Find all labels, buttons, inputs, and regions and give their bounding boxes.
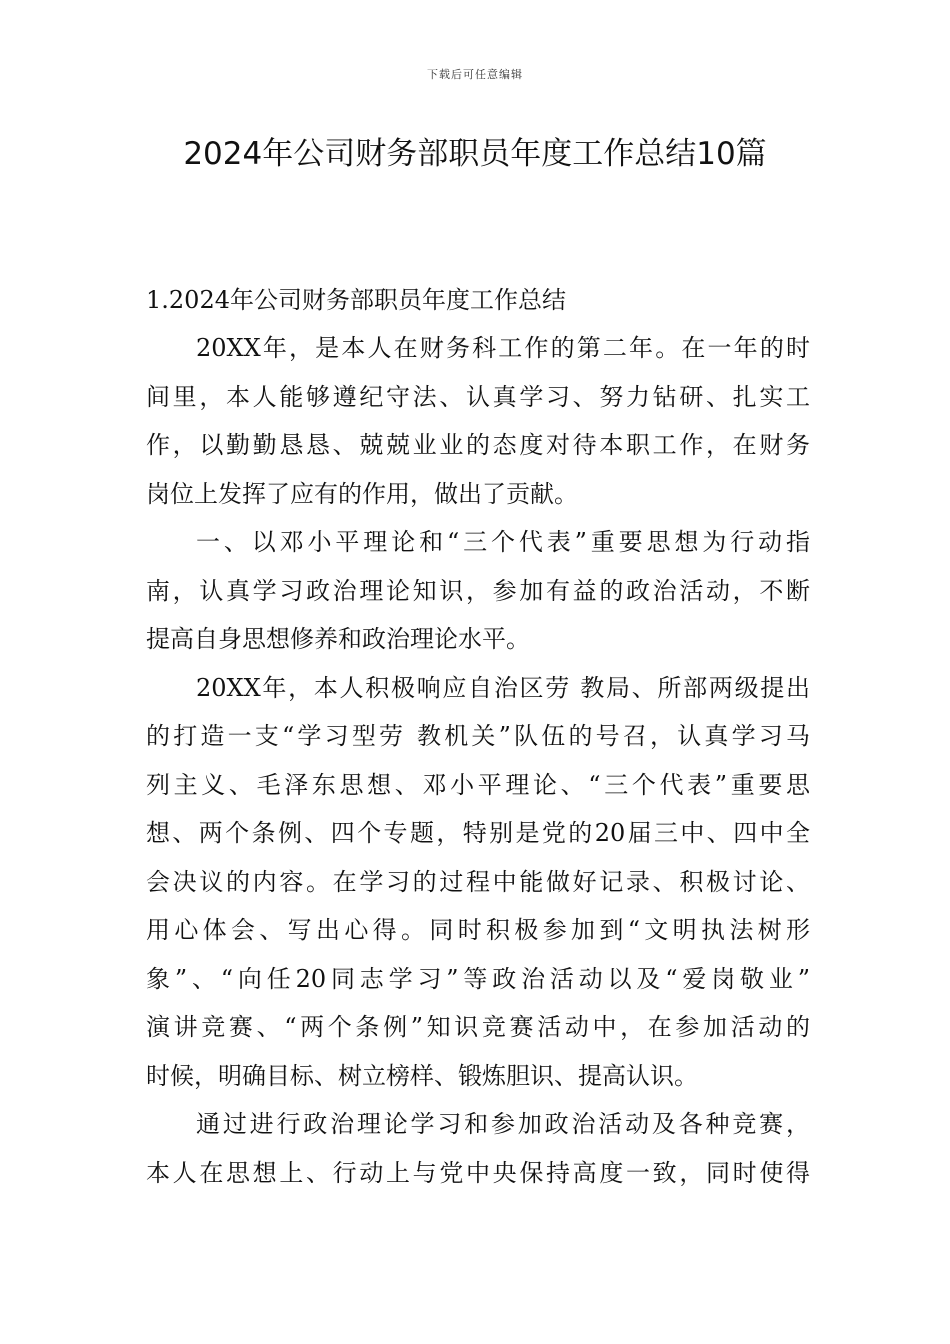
paragraph-2: [146, 518, 810, 664]
paragraph-3: [146, 664, 810, 1101]
paragraph-line: 本人在思想上、行动上与党中央保持高度一致，同时使得: [146, 1158, 810, 1187]
paragraph-line: 想、两个条例、四个专题，特别是党的20届三中、四中全: [146, 819, 810, 847]
paragraph-line: 南，认真学习政治理论知识，参加有益的政治活动，不断: [146, 576, 810, 605]
paragraph-1: [146, 324, 810, 518]
paragraph-line: 提高自身思想修养和政治理论水平。: [146, 625, 530, 653]
paragraph-line: 会决议的内容。在学习的过程中能做好记录、积极讨论、: [146, 867, 810, 896]
paragraph-line: 作，以勤勤恳恳、兢兢业业的态度对待本职工作，在财务: [146, 431, 810, 459]
paragraph-line: 用心体会、写出心得。同时积极参加到“文明执法树形: [146, 916, 810, 944]
paragraph-line: 的打造一支“学习型劳 教机关”队伍的号召，认真学习马: [146, 722, 810, 750]
paragraph-line: 一、以邓小平理论和“三个代表”重要思想为行动指: [196, 528, 810, 556]
paragraph-4: [146, 1100, 810, 1197]
paragraph-line: 演讲竞赛、“两个条例”知识竞赛活动中，在参加活动的: [146, 1013, 810, 1041]
paragraph-line: 列主义、毛泽东思想、邓小平理论、“三个代表”重要思: [146, 770, 810, 799]
document-title: 2024年公司财务部职员年度工作总结10篇: [183, 136, 767, 172]
section-heading: 1.2024年公司财务部职员年度工作总结: [146, 286, 566, 314]
paragraph-line: 象”、“向任20同志学习”等政治活动以及“爱岗敬业”: [146, 964, 810, 993]
paragraph-line: 岗位上发挥了应有的作用，做出了贡献。: [146, 479, 578, 508]
paragraph-line: 间里，本人能够遵纪守法、认真学习、努力钻研、扎实工: [146, 382, 810, 411]
paragraph-line: 通过进行政治理论学习和参加政治活动及各种竞赛，: [196, 1110, 810, 1138]
paragraph-line: 时候，明确目标、树立榜样、锻炼胆识、提高认识。: [146, 1061, 698, 1090]
paragraph-line: 20XX年，本人积极响应自治区劳 教局、所部两级提出: [196, 673, 810, 702]
paragraph-line: 20XX年，是本人在财务科工作的第二年。在一年的时: [196, 334, 810, 362]
header-note: 下载后可任意编辑: [427, 68, 523, 81]
document-body: [146, 276, 810, 1197]
